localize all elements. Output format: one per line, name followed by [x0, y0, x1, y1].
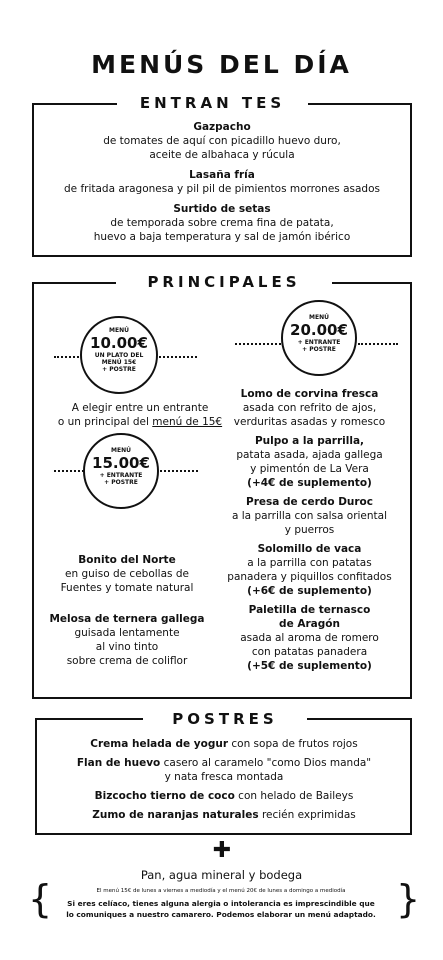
menu-note: + POSTRE: [102, 366, 136, 373]
menu-15-badge: [83, 433, 159, 509]
principales-right-list: [212, 387, 407, 673]
right-brace-icon: }: [396, 877, 421, 921]
principal-desc: con patatas panadera: [251, 646, 368, 658]
principal-name: Pulpo a la parrilla,: [254, 435, 365, 447]
postres-heading: POSTRES: [143, 710, 307, 728]
menu-label: MENÚ: [111, 447, 131, 454]
postre-item-line2: y nata fresca montada: [164, 771, 284, 783]
principal-desc: patata asada, ajada gallega: [236, 449, 383, 461]
menu-price: 10.00€: [90, 334, 148, 352]
principal-name: Paletilla de ternasco: [248, 604, 371, 616]
elegir-line: o un principal del menú de 15€: [57, 416, 223, 428]
principales-heading: PRINCIPALES: [116, 273, 332, 291]
postre-item: Crema helada de yogur con sopa de frutos rojos: [90, 738, 358, 750]
elegir-line: A elegir entre un entrante: [71, 402, 209, 414]
menu-note: + ENTRANTE: [297, 339, 341, 346]
menu-note: + POSTRE: [302, 346, 336, 353]
plus-icon: ✚: [212, 838, 232, 863]
page-title: MENÚS DEL DÍA: [91, 50, 352, 79]
dotted-line: [159, 356, 197, 358]
menu-price: 20.00€: [290, 321, 348, 339]
entrante-desc: aceite de albahaca y rúcula: [149, 149, 295, 161]
entrante-desc: huevo a baja temperatura y sal de jamón ibérico: [93, 231, 351, 243]
menu-15-link: menú de 15€: [152, 416, 223, 428]
footer-small: El menú 15€ de lunes a viernes a mediodía y el menú 20€ de lunes a domingo a mediodía: [96, 888, 346, 894]
principal-desc: y puerros: [284, 524, 335, 536]
dotted-line: [235, 343, 281, 345]
principal-desc: sobre crema de coliflor: [66, 655, 188, 667]
left-brace-icon: {: [28, 877, 53, 921]
menu-20-badge: [281, 300, 357, 376]
menu-price: 15.00€: [92, 454, 150, 472]
principal-desc: en guiso de cebollas de: [65, 568, 189, 580]
bebida-line: Pan, agua mineral y bodega: [140, 868, 303, 882]
principal-supplement: (+4€ de suplemento): [247, 477, 372, 489]
principales-left-list: [42, 553, 212, 668]
postre-item: Zumo de naranjas naturales recién exprimidas: [92, 809, 356, 821]
principal-desc: al vino tinto: [95, 641, 159, 653]
dotted-line: [54, 470, 84, 472]
principal-desc: panadera y piquillos confitados: [227, 571, 392, 583]
principal-name: Lomo de corvina fresca: [240, 388, 379, 400]
footer-allergy-line1: Si eres celíaco, tienes alguna alergia o intolerancia es imprescindible que: [67, 899, 375, 908]
postre-item: Flan de huevo casero al caramelo "como Dios manda": [76, 757, 372, 769]
principal-name: Melosa de ternera gallega: [49, 613, 205, 625]
principal-name: Solomillo de vaca: [257, 543, 362, 555]
postres-list: [38, 737, 410, 822]
menu-10-badge: [80, 316, 158, 394]
dotted-line: [54, 356, 79, 358]
entrante-name: Lasaña fría: [189, 169, 255, 181]
principal-desc: asada con refrito de ajos,: [242, 402, 377, 414]
principal-desc: Fuentes y tomate natural: [60, 582, 194, 594]
principal-desc: y pimentón de La Vera: [250, 463, 369, 475]
dotted-line: [160, 470, 198, 472]
principal-name: Bonito del Norte: [78, 554, 176, 566]
principal-name: de Aragón: [279, 618, 340, 630]
entrantes-list: [36, 120, 408, 244]
menu-label: MENÚ: [309, 314, 329, 321]
menu-note: MENÚ 15€: [101, 359, 137, 366]
menu-note: UN PLATO DEL: [94, 352, 144, 359]
entrantes-heading: ENTRAN TES: [117, 94, 308, 112]
principal-supplement: (+6€ de suplemento): [247, 585, 372, 597]
menu-label: MENÚ: [109, 327, 129, 334]
elegir-note: [40, 401, 240, 429]
principal-desc: verduritas asadas y romesco: [233, 416, 386, 428]
entrante-name: Surtido de setas: [173, 203, 271, 215]
principal-desc: asada al aroma de romero: [240, 632, 379, 644]
entrante-desc: de fritada aragonesa y pil pil de pimientos morrones asados: [63, 183, 380, 195]
postre-item: Bizcocho tierno de coco con helado de Baileys: [94, 790, 354, 802]
footer-allergy-line2: lo comuniques a nuestro camarero. Podemos elaborar un menú adaptado.: [66, 910, 376, 919]
principal-desc: a la parrilla con salsa oriental: [231, 510, 388, 522]
principal-desc: guisada lentamente: [74, 627, 180, 639]
principal-supplement: (+5€ de suplemento): [247, 660, 372, 672]
menu-note: + ENTRANTE: [99, 472, 143, 479]
dotted-line: [358, 343, 398, 345]
principal-desc: a la parrilla con patatas: [247, 557, 372, 569]
entrante-name: Gazpacho: [193, 121, 251, 133]
entrante-desc: de temporada sobre crema fina de patata,: [110, 217, 334, 229]
entrante-desc: de tomates de aquí con picadillo huevo duro,: [103, 135, 341, 147]
principal-name: Presa de cerdo Duroc: [246, 496, 373, 508]
menu-note: + POSTRE: [104, 479, 138, 486]
